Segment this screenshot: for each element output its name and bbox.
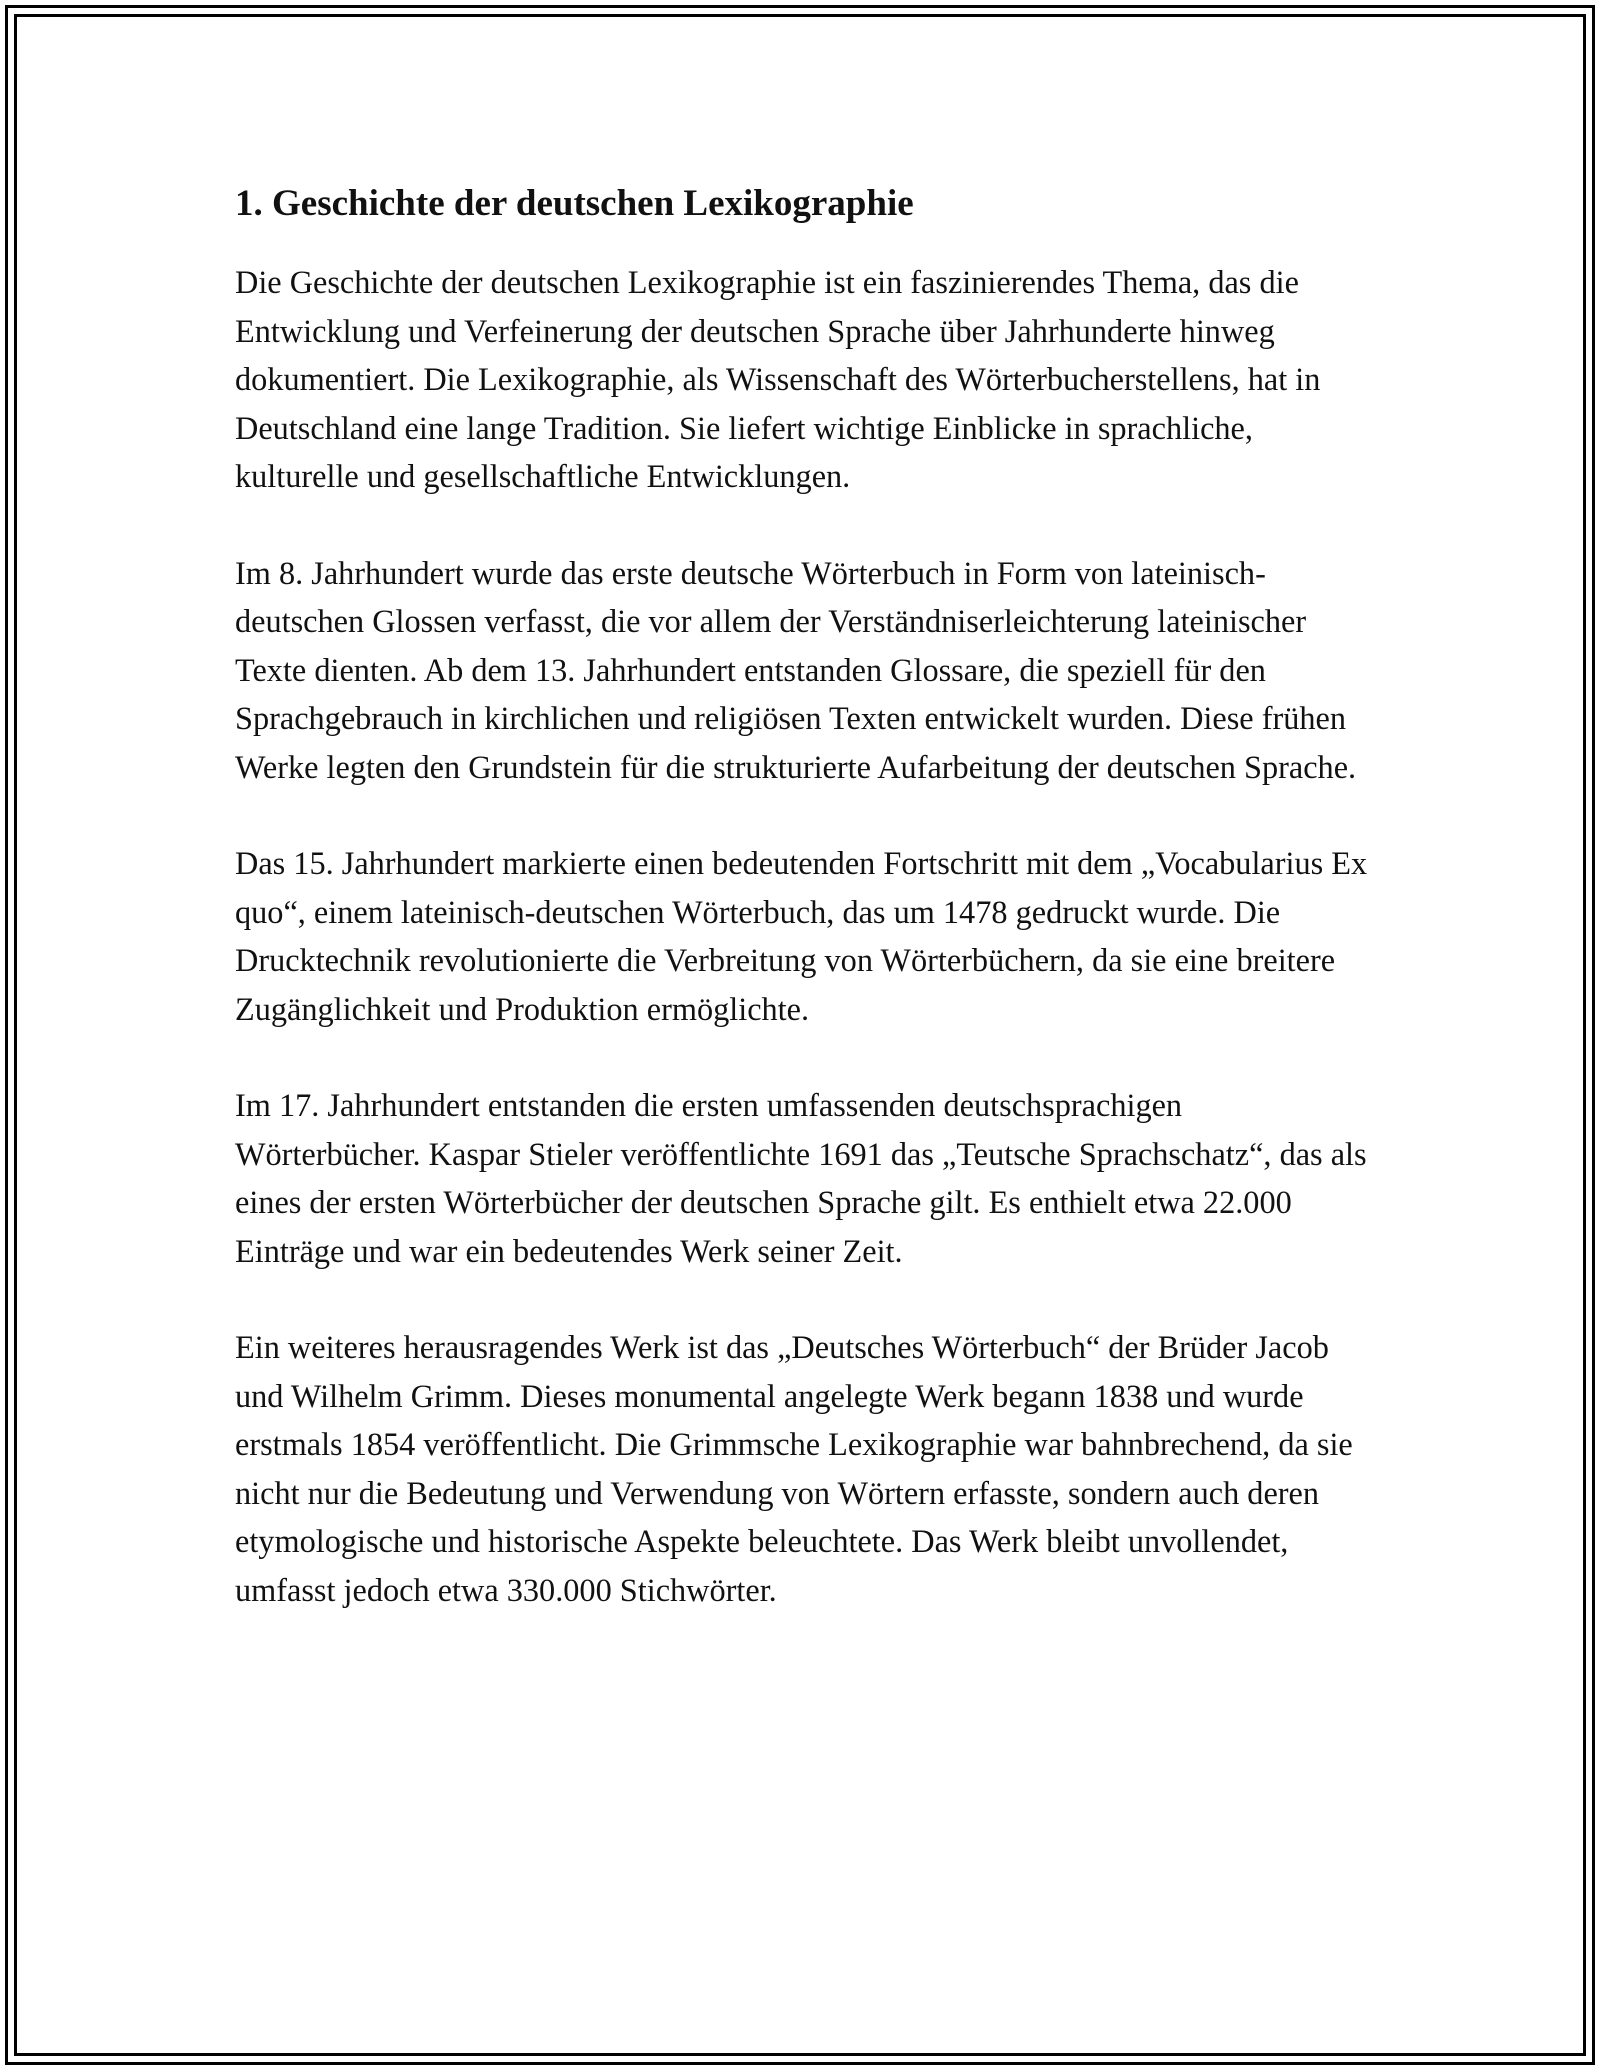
section-heading: 1. Geschichte der deutschen Lexikographie xyxy=(235,183,914,224)
paragraph-15th-century: Das 15. Jahrhundert markierte einen bedeutenden Fortschritt mit dem „Vocabularius Ex quo“, einem lateinisch-deutschen Wörterbuch, das um 1478 gedruckt wurde. Die Drucktechnik revolutionierte die Verbreitung von Wörterbüchern, da sie eine breitere Zugänglichkeit und Produktion ermöglichte. xyxy=(235,845,1368,1027)
document-body xyxy=(235,180,1375,1662)
paragraph-17th-century: Im 17. Jahrhundert entstanden die ersten umfassenden deutschsprachigen Wörterbücher. Kaspar Stieler veröffentlichte 1691 das „Teutsche Sprachschatz“, das als eines der ersten Wörterbücher der deutschen Sprache gilt. Es enthielt etwa 22.000 Einträge und war ein bedeutendes Werk seiner Zeit. xyxy=(235,1087,1367,1269)
paragraph-grimm: Ein weiteres herausragendes Werk ist das „Deutsches Wörterbuch“ der Brüder Jacob und Wilhelm Grimm. Dieses monumental angelegte Werk begann 1838 und wurde erstmals 1854 veröffentlicht. Die Grimmsche Lexikographie war bahnbrechend, da sie nicht nur die Bedeutung und Verwendung von Wörtern erfasste, sondern auch deren etymologische und historische Aspekte beleuchtete. Das Werk bleibt unvollendet, umfasst jedoch etwa 330.000 Stichwörter. xyxy=(235,1329,1353,1608)
paragraph-8th-century: Im 8. Jahrhundert wurde das erste deutsche Wörterbuch in Form von lateinisch-deutschen Glossen verfasst, die vor allem der Verständniserleichterung lateinischer Texte dienten. Ab dem 13. Jahrhundert entstanden Glossare, die speziell für den Sprachgebrauch in kirchlichen und religiösen Texten entwickelt wurden. Diese frühen Werke legten den Grundstein für die strukturierte Aufarbeitung der deutschen Sprache. xyxy=(235,554,1357,785)
paragraph-intro: Die Geschichte der deutschen Lexikographie ist ein faszinierendes Thema, das die Entwicklung und Verfeinerung der deutschen Sprache über Jahrhunderte hinweg dokumentiert. Die Lexikographie, als Wissenschaft des Wörterbucherstellens, hat in Deutschland eine lange Tradition. Sie liefert wichtige Einblicke in sprachliche, kulturelle und gesellschaftliche Entwicklungen. xyxy=(235,264,1321,495)
